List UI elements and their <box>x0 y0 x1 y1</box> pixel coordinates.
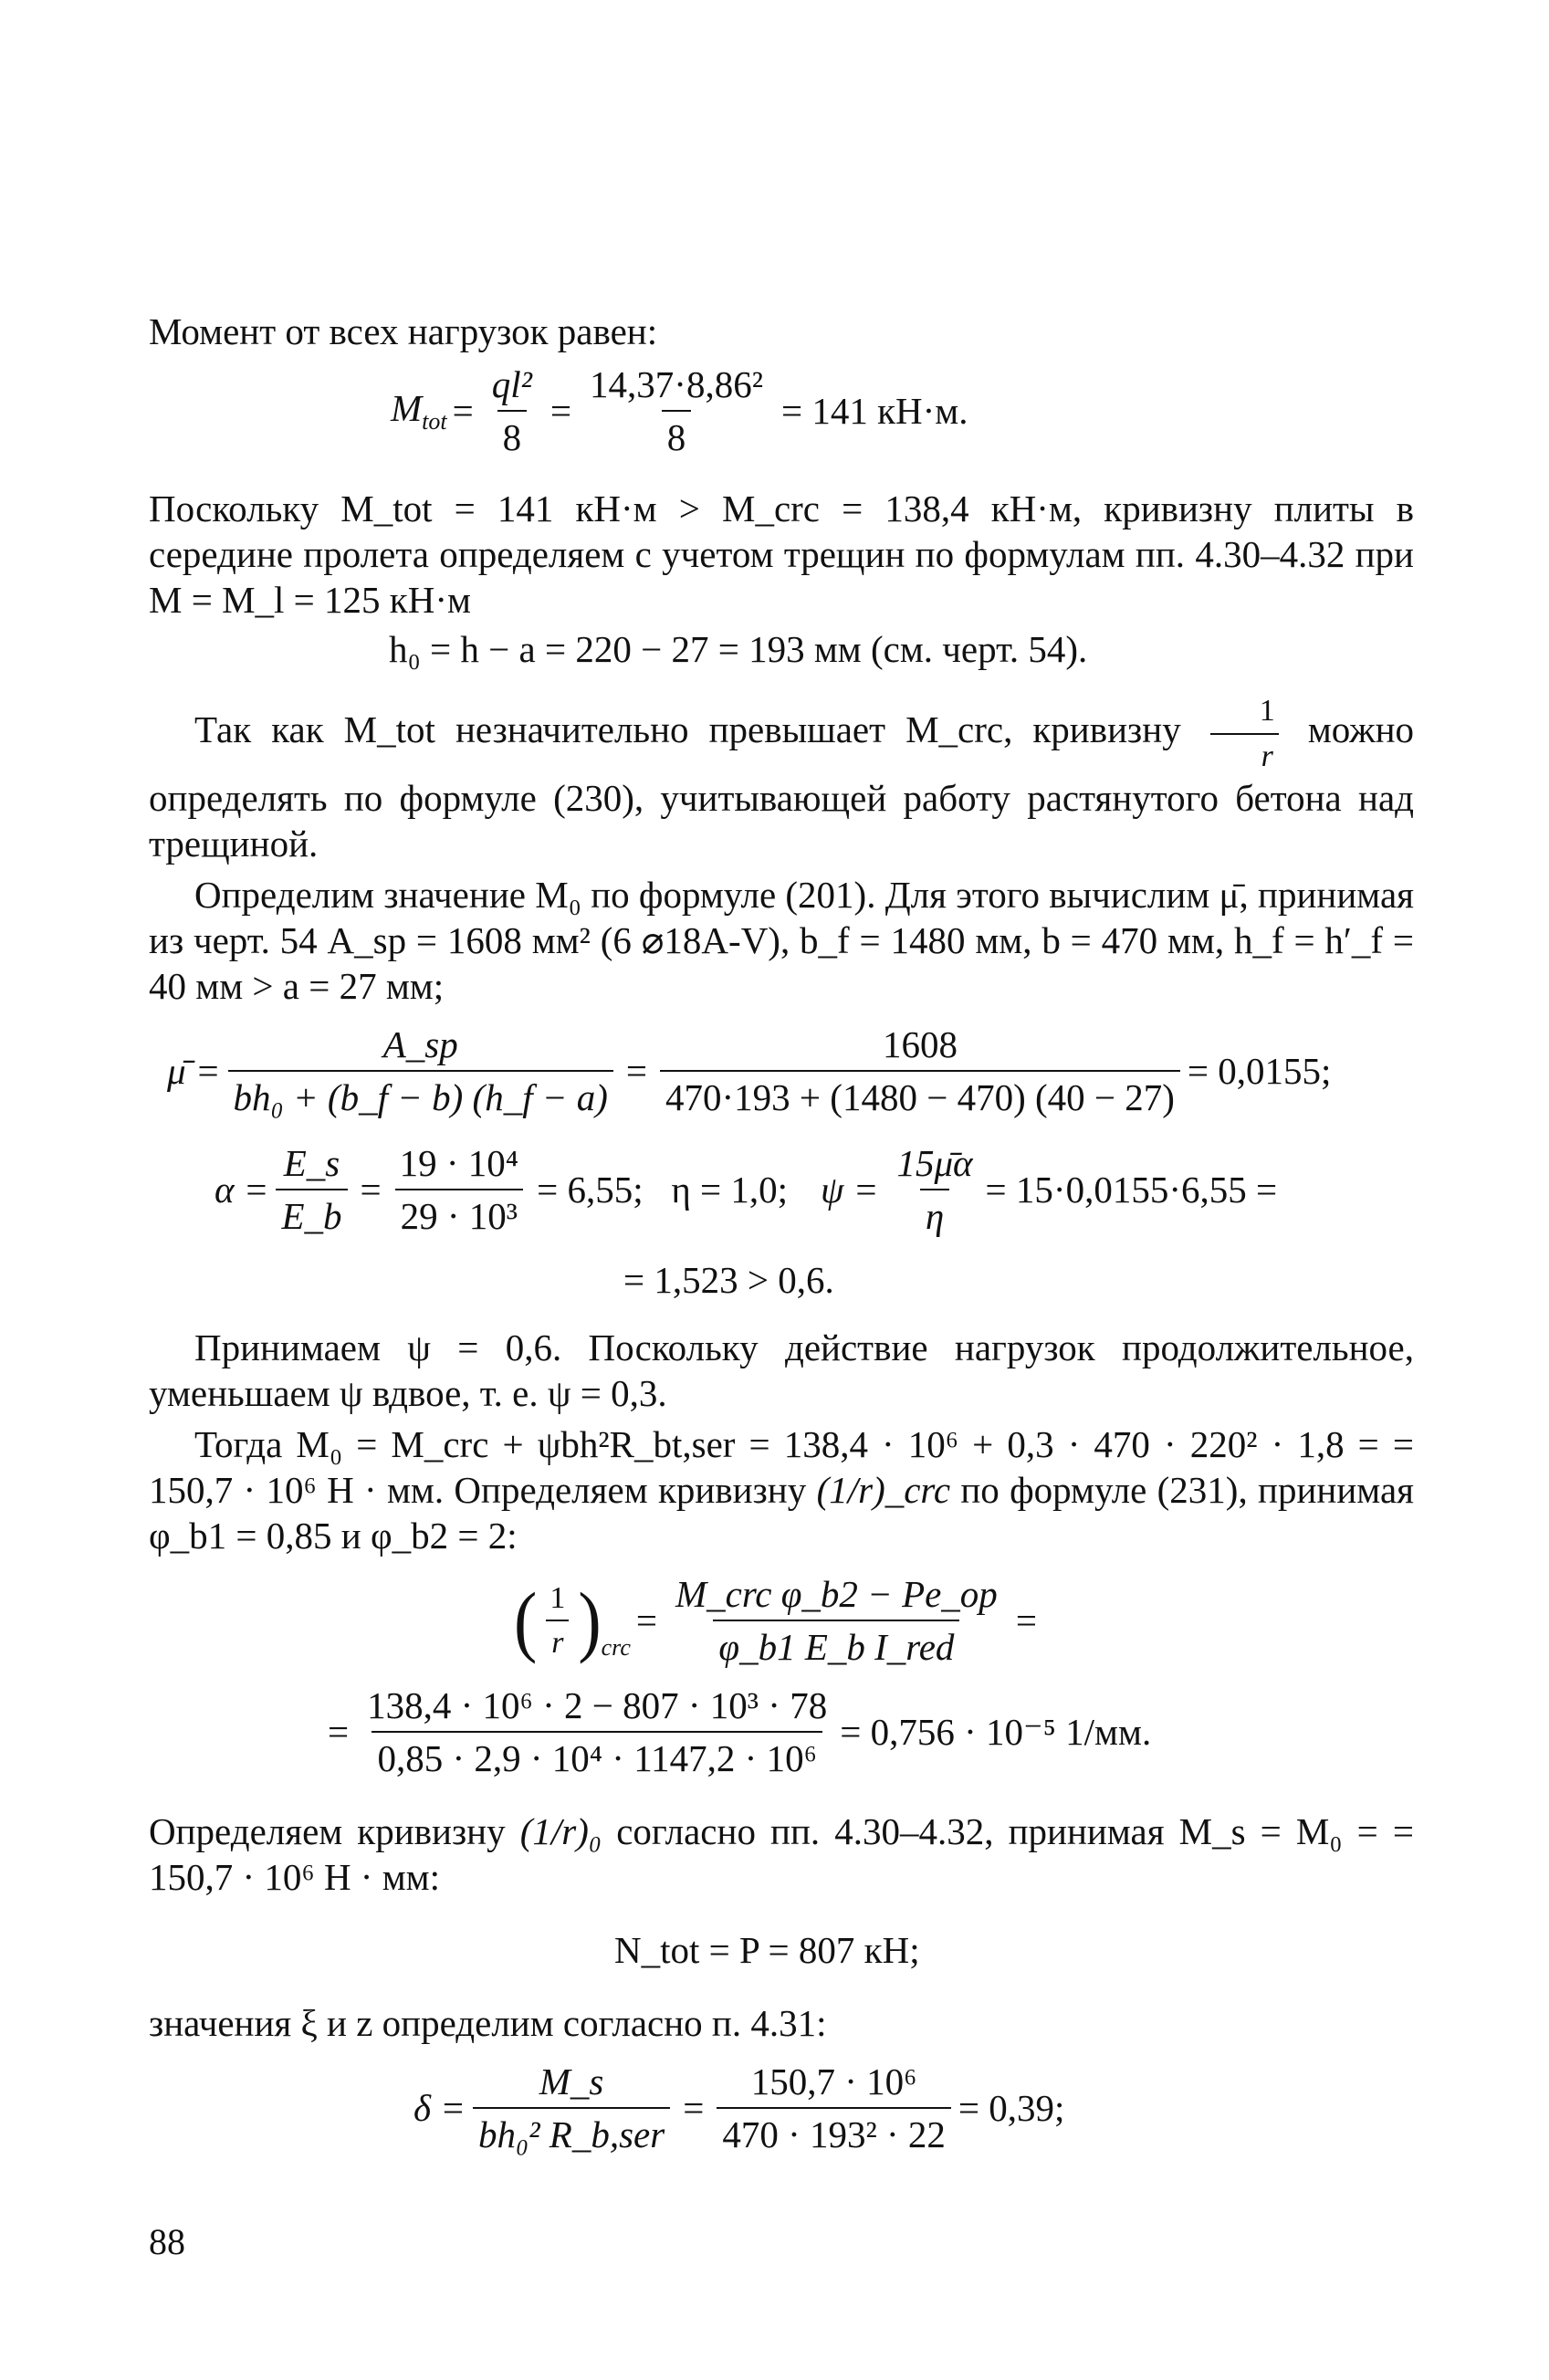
fraction-numerator: 19 · 10⁴ <box>399 1142 519 1185</box>
fraction-numerator: 1608 <box>882 1023 958 1066</box>
equation-psi-result: = 1,523 > 0,6. <box>623 1259 834 1302</box>
psi-symbol: ψ = <box>821 1169 879 1211</box>
fraction-denominator: 470·193 + (1480 − 470) (40 − 27) <box>660 1070 1180 1120</box>
mu-symbol: μ̄ = <box>167 1050 221 1093</box>
paragraph-since-mtot: Поскольку M_tot = 141 кН·м > M_crc = 138,4 кН·м, кривизну плиты в середине пролета определяем с учетом трещин по формулам пп. 4.30–4.32 при M = M_l = 125 кН·м <box>149 488 1414 622</box>
equation-mu: μ̄ = $\frac{A\_sp}{\text{bh₀ + (b\_f − b) (h\_f − a)}}$ = $\frac{1608}{470\cdot 193 + (1480 - 470) (40 - 27)}$ = 0,0155; <box>167 1022 1414 1120</box>
fraction-numerator: 14,37·8,86² <box>590 363 763 405</box>
fraction-denominator: 8 <box>497 410 528 460</box>
alpha-eta-values: = 6,55; η = 1,0; <box>537 1169 789 1211</box>
fraction-denominator: bh₀ + (b_f − b) (h_f − a) <box>228 1070 613 1120</box>
delta-symbol: δ = <box>413 2087 466 2130</box>
fraction-es-eb <box>276 1140 347 1239</box>
equation-result: = 141 кН·м. <box>781 390 968 432</box>
paragraph-xi-z: значения ξ и z определим согласно п. 4.31: <box>149 2002 827 2045</box>
equation-result: = 0,756 · 10⁻⁵ 1/мм. <box>840 1711 1152 1754</box>
equation-mtot: $M_{tot}$ = $\frac{\text{ql²}}{8}$ = $\frac{\text{14,37·8,86²}}{8}$ = 141 кН·м. <box>391 360 1414 462</box>
curvature-0-symbol: (1/r)₀ <box>519 1810 602 1853</box>
paragraph-text-end: согласно пп. 4.30–4.32, принимая M_s = M₀ = = 150,7 · 10⁶ Н · мм: <box>149 1810 1415 1899</box>
fraction-ql2-8 <box>487 362 538 460</box>
equation-curvature-crc-values: = $\frac{\text{138,4 · 10⁶ · 2 − 807 · 10³ · 78}}{\text{0,85 · 2,9 · 10⁴ · 1147,2 · 10⁶}}$ = 0,756 · 10⁻⁵ 1/мм. <box>322 1683 1414 1781</box>
equation-alpha: α = $\frac{E\_s}{E\_b}$ = $\frac{\text{19 · 10⁴}}{\text{29 · 10³}}$ = 6,55; η = 1,0; ψ = $\frac{15\mū\alpha}{\eta}$ = 15·0,0155·6,55 = <box>215 1140 1414 1239</box>
page-content <box>149 309 1414 2157</box>
paragraph-text-start: Так как M_tot незначительно превышает M_crc, кривизну <box>194 708 1181 750</box>
fraction-curvature-values <box>361 1683 832 1781</box>
equation-result: = 0,39; <box>958 2087 1065 2130</box>
fraction-curvature-symbolic <box>670 1571 1003 1670</box>
curvature-crc-symbol: (1/r)_crc <box>816 1469 951 1512</box>
fraction-denominator: bh₀² R_b,ser <box>473 2107 670 2157</box>
mtot-subscript: tot <box>422 408 447 435</box>
fraction-alpha-values <box>394 1140 524 1239</box>
fraction-denominator: r <box>1210 733 1279 775</box>
fraction-numerator: A_sp <box>382 1023 458 1066</box>
fraction-numerator: ql² <box>491 363 532 405</box>
fraction-denominator: r <box>546 1620 569 1662</box>
fraction-denominator: 29 · 10³ <box>395 1189 523 1239</box>
paragraph-text-end: можно определять по формуле (230), учитывающей работу растянутого бетона над трещиной. <box>149 708 1415 865</box>
fraction-numerator: M_s <box>539 2060 604 2103</box>
fraction-denominator: E_b <box>276 1189 347 1239</box>
fraction-numerator: E_s <box>283 1142 340 1185</box>
fraction-numerator: M_crc φ_b2 − Pe_op <box>675 1573 998 1616</box>
fraction-denominator: 470 · 193² · 22 <box>717 2107 951 2157</box>
fraction-psi <box>891 1140 978 1239</box>
fraction-numerator: 150,7 · 10⁶ <box>750 2060 917 2103</box>
paragraph-curvature-0 <box>149 1809 1414 1900</box>
fraction-numerator: 1 <box>549 1580 566 1615</box>
paragraph-text-end: по формуле (231), принимая φ_b1 = 0,85 и φ_b2 = 2: <box>149 1469 1415 1557</box>
crc-subscript: crc <box>601 1634 631 1662</box>
fraction-values <box>584 362 769 460</box>
curvature-crc-lhs: ( $\frac{1}{r}$ ) $_{crc}$ <box>514 1576 631 1665</box>
paragraph-curvature-formula <box>149 692 1414 866</box>
paragraph-text-start: Определяем кривизну <box>149 1810 506 1853</box>
equation-curvature-crc: ( $\frac{1}{r}$ ) $_{crc}$ = $\frac{\text{M\_crc φ\_b2 − Pe\_op}}{\text{φ\_b1 E\_b I\_red}}$ = <box>514 1571 1414 1670</box>
paragraph-then-m0 <box>149 1421 1414 1558</box>
fraction-delta-symbolic <box>473 2059 670 2157</box>
equation-delta: δ = $\frac{M\_s}{\text{bh₀² R\_b,ser}}$ = $\frac{\text{150,7 · 10⁶}}{\text{470 · 193² · 22}}$ = 0,39; <box>413 2059 1414 2157</box>
paragraph-moment-intro: Момент от всех нагрузок равен: <box>149 310 658 352</box>
page-number: 88 <box>149 2221 185 2262</box>
fraction-1-r <box>544 1579 570 1662</box>
equation-result: = 0,0155; <box>1187 1050 1332 1093</box>
fraction-delta-values <box>717 2059 951 2157</box>
fraction-1-r <box>1209 692 1281 775</box>
fraction-mu-symbolic <box>228 1022 613 1120</box>
fraction-numerator: 15μ̄α <box>896 1142 973 1185</box>
alpha-symbol: α = <box>215 1169 269 1211</box>
paragraph-text-start: Тогда M₀ = M_crc + ψbh²R_bt,ser = 138,4 · 10⁶ + 0,3 · 470 · 220² · 1,8 = = 150,7 · 10⁶ Н · мм. Определяем кривизну <box>149 1423 1414 1512</box>
fraction-numerator: 138,4 · 10⁶ · 2 − 807 · 10³ · 78 <box>367 1684 828 1727</box>
fraction-denominator: 8 <box>662 410 692 460</box>
paragraph-take-psi: Принимаем ψ = 0,6. Поскольку действие нагрузок продолжительное, уменьшаем ψ вдвое, т. е. ψ = 0,3. <box>149 1326 1414 1415</box>
fraction-numerator: 1 <box>1259 694 1275 729</box>
fraction-denominator: η <box>920 1189 949 1239</box>
fraction-denominator: φ_b1 E_b I_red <box>713 1620 959 1670</box>
equation-ntot: N_tot = P = 807 кН; <box>614 1929 920 1972</box>
fraction-denominator: 0,85 · 2,9 · 10⁴ · 1147,2 · 10⁶ <box>372 1731 822 1781</box>
equation-h0: h₀ = h − a = 220 − 27 = 193 мм (см. черт. 54). <box>389 628 1088 671</box>
paragraph-determine-m0: Определим значение M₀ по формуле (201). Для этого вычислим μ̄, принимая из черт. 54 A_sp = 1608 мм² (6 ⌀18A-V), b_f = 1480 мм, b = 470 мм, h_f = h′_f = 40 мм > a = 27 мм; <box>149 874 1414 1008</box>
mtot-symbol: M <box>391 387 423 430</box>
equation-result: = 15·0,0155·6,55 = <box>985 1169 1278 1211</box>
fraction-mu-values <box>660 1022 1180 1120</box>
